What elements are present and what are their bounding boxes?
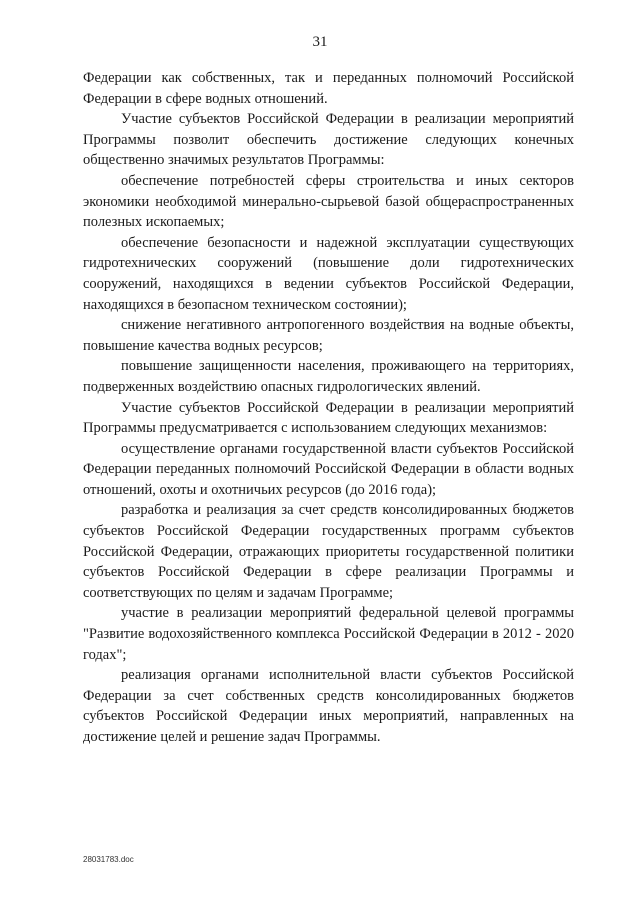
list-item: реализация органами исполнительной власти субъектов Российской Федерации за счет собственных средств консолидированных бюджетов субъектов Российской Федерации иных мероприятий, направленных на достижение целей и решение задач Программы. [83,667,574,745]
paragraph: Участие субъектов Российской Федерации в реализации мероприятий Программы предусматривается с использованием следующих механизмов: [83,399,574,437]
paragraph-continuation: Федерации как собственных, так и переданных полномочий Российской Федерации в сфере водных отношений. [83,70,574,107]
list-item: снижение негативного антропогенного воздействия на водные объекты, повышение качества водных ресурсов; [83,317,574,354]
list-item: повышение защищенности населения, проживающего на территориях, подверженных воздействию опасных гидрологических явлений. [83,358,574,395]
footer-filename: 28031783.doc [83,855,134,864]
list-item: участие в реализации мероприятий федеральной целевой программы "Развитие водохозяйственного комплекса Российской Федерации в 2012 - 2020 годах"; [83,605,574,663]
list-item: разработка и реализация за счет средств консолидированных бюджетов субъектов Российской Федерации государственных программ субъектов Российской Федерации, отражающих приоритеты государственной политики субъектов Российской Федерации в сфере реализации Программы и соответствующих по целям и задачам Программе; [83,502,574,601]
list-item: осуществление органами государственной власти субъектов Российской Федерации переданных полномочий Российской Федерации в области водных отношений, охоты и охотничьих ресурсов (до 2016 года); [83,440,574,498]
paragraph: Участие субъектов Российской Федерации в реализации мероприятий Программы позволит обеспечить достижение следующих конечных общественно значимых результатов Программы: [83,111,574,169]
page-number: 31 [312,34,328,50]
list-item: обеспечение потребностей сферы строительства и иных секторов экономики необходимой минерально-сырьевой базой общераспространенных полезных ископаемых; [83,172,574,231]
list-item: обеспечение безопасности и надежной эксплуатации существующих гидротехнических сооружений (повышение доли гидротехнических сооружений, находящихся в ведении субъектов Российской Федерации, находящихся в безопасном техническом состоянии); [83,234,574,313]
document-body [83,68,574,748]
